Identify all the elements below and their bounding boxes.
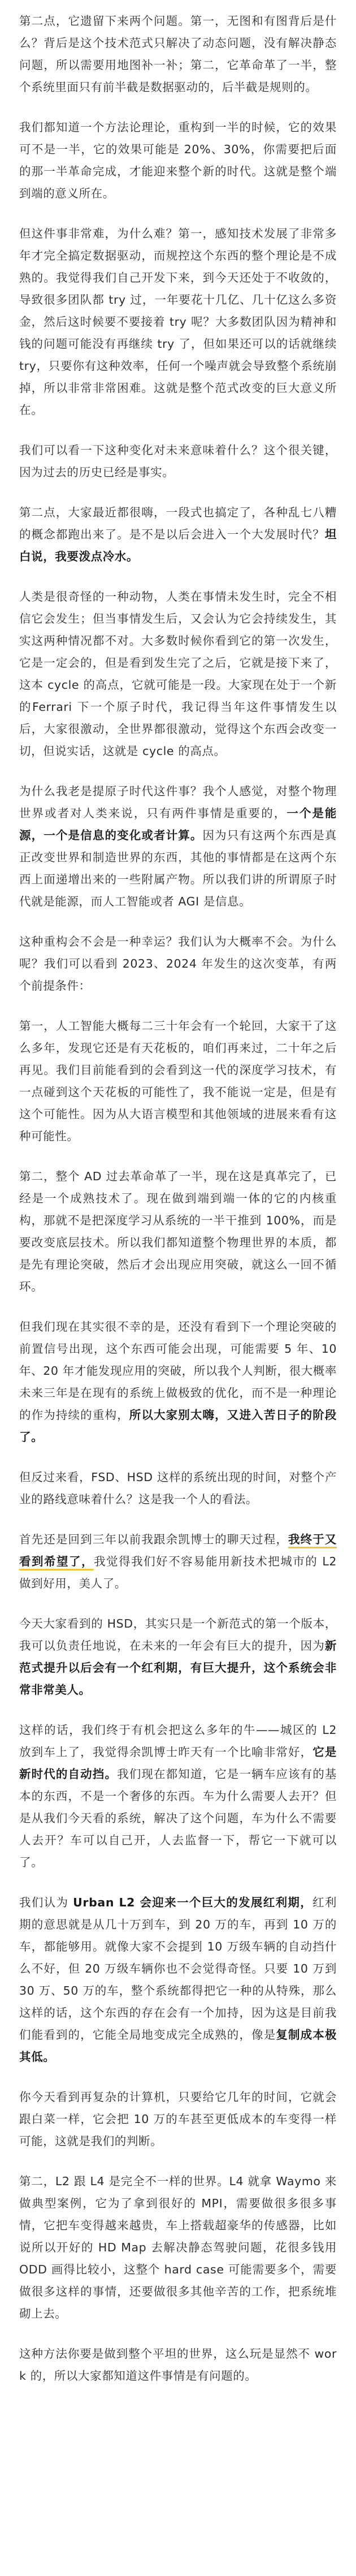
text-segment: 我们都知道一个方法论理论，重构到一半的时候，它的效果可不是一半，它的效果可能是 20%、30%，你需要把后面的那一半革命完成，才能迎来整个新的时代。这就是整个端到端的意义所在。 bbox=[19, 120, 337, 200]
paragraph-p18 bbox=[19, 2171, 337, 2325]
bold-text: 所以大家别太嗨，又进入苦日子的阶段了。 bbox=[19, 1408, 337, 1444]
paragraph-p5 bbox=[19, 502, 337, 568]
bold-text: 它是新时代的自动挡。 bbox=[19, 1745, 337, 1781]
bold-text: Urban L2 会迎来一个巨大的发展红利期， bbox=[73, 1896, 313, 1909]
text-segment: 首先还是回到三年以前我跟余凯博士的聊天过程， bbox=[19, 1533, 288, 1546]
paragraph-p19 bbox=[19, 2343, 337, 2387]
text-segment: 我们现在都知道，它是一辆车应该有的基本的东西，不是一个奢侈的东西。车为什么需要人去开？但是从我们今天看的系统，解决了这个问题，车为什么不需要人去开？车可以自己开，人去监督一下，帮它一下就可以了。 bbox=[19, 1767, 337, 1869]
paragraph-p12 bbox=[19, 1466, 337, 1511]
text-segment: 因为只有这两个东西是真正改变世界和制造世界的东西，其他的事情都是在这两个东西上面递增出来的一些附属产物。所以我们讲的所谓原子时代就是能源，而人工智能或者 AGI 是信息。 bbox=[19, 829, 337, 908]
text-segment: 但我们现在其实很不幸的是，还没有看到下一个理论突破的前置信号出现，这个东西可能会出现，可能需要 5 年、10 年、20 年才能发现应用的突破，所以我个人判断，很大概率未来三年是在现有的系统上做极致的优化，而不是一种理论的作为持续的重构， bbox=[19, 1320, 337, 1422]
paragraph-p1 bbox=[19, 10, 337, 98]
bold-text: 新范式提升以后会有一个红利期，有巨大提升，这个系统会非常非常美人。 bbox=[19, 1639, 337, 1697]
text-segment: 第二，L2 跟 L4 是完全不一样的世界。L4 就拿 Waymo 来做典型案例，它为了拿到很好的 MPI，需要做很多很多事情，它把车变得越来越贵，车上搭载超豪华的传感器，比如说所以开好的 HD Map 去解决静态驾驶问题，花很多钱用 ODD 画得比较小，这整个 hard case 可能需要多个，需要做很多这样的事情，还要做很多其他辛苦的工作，把系统堆砌上去。 bbox=[19, 2174, 337, 2320]
paragraph-p17 bbox=[19, 2086, 337, 2152]
text-segment: 第二点，它遗留下来两个问题。第一，无图和有图背后是什么？背后是这个技术范式只解决了动态问题，没有解决静态问题，所以需要用地图补一补；第二，它革命革了一半，整个系统里面只有前半截是数据驱动的，后半截是规则的。 bbox=[19, 14, 337, 94]
paragraph-p4 bbox=[19, 439, 337, 484]
text-segment: 我们认为 bbox=[19, 1896, 73, 1909]
text-segment: 这种重构会不会是一种幸运？我们认为大概率不会。为什么呢？我们可以看到 2023、2024 年发生的这次变革，有两个前提条件： bbox=[19, 935, 337, 993]
paragraph-p8 bbox=[19, 931, 337, 997]
text-segment: 这种方法你要是做到整个平坦的世界，这么玩是显然不 work 的，所以大家都知道这件事情是有问题的。 bbox=[19, 2347, 337, 2383]
paragraph-p14 bbox=[19, 1613, 337, 1701]
text-segment: 红利期的意思就是从几十万到车，到 20 万的车，再到 10 万的车，都能够用。就像大家不会提到 10 万级车辆的自动挡什么不好，但 20 万级车辆你也不会觉得奇怪。只要 10 万到 30 万、50 万的车，整个系统都得把它一种的从特殊，那么这样的话，这个东西的存在会有一个加持，因为这是目前我们能看到的，它能全局地变成完全成熟的，像是 bbox=[19, 1896, 337, 2042]
text-segment: 我觉得我们好不容易能用新技术把城市的 L2 做到好用，美人了。 bbox=[19, 1555, 337, 1590]
paragraph-p13 bbox=[19, 1529, 337, 1595]
paragraph-p2 bbox=[19, 116, 337, 205]
paragraph-p6 bbox=[19, 586, 337, 762]
text-segment: 但反过来看，FSD、HSD 这样的系统出现的时间，对整个产业的路线意味着什么？这是我一个人的看法。 bbox=[19, 1470, 337, 1506]
paragraph-p3 bbox=[19, 223, 337, 421]
paragraph-p16 bbox=[19, 1892, 337, 2068]
highlighted-text: 我终于又看到希望了， bbox=[19, 1533, 337, 1570]
text-segment: 人类是很奇怪的一种动物，人类在事情未发生时，完全不相信它会发生；但当事情发生后，又会认为它会持续发生，其实这两种情况都不对。大多数时候你看到它的第一次发生，它是一定会的，但是看到发生完了之后，它就是接下来了，这本 cycle 的高点，它就可能是一段。大家现在处于一个新的Ferrari 下一个原子时代，我记得当年这件事情发生以后，大家很激动，全世界都很激动，觉得这个东西会改变一切，但说实话，这就是 cycle 的高点。 bbox=[19, 590, 337, 758]
text-segment: 这样的话，我们终于有机会把这么多年的牛——城区的 L2 放到车上了，我觉得余凯博士昨天有一个比喻非常好， bbox=[19, 1723, 337, 1759]
paragraph-p7 bbox=[19, 780, 337, 913]
text-segment: 第一，人工智能大概每二三十年会有一个轮回，大家干了这么多年，发现它还是有天花板的，咱们再来过，二十年之后再见。我们目前能看到的会看到这一代的深度学习技术，有一点碰到这个天花板的可能性了，我不能说一定是，但是有这个可能性。因为从大语言模型和其他领域的进展来看有这种可能性。 bbox=[19, 1019, 337, 1143]
text-segment: 你今天看到再复杂的计算机，只要给它几年的时间，它就会跟白菜一样，它会把 10 万的车甚至更低成本的车变得一样可能，这就是我们的判断。 bbox=[19, 2090, 337, 2148]
text-segment: 第二点，大家最近都很嗨，一段式也搞定了，各种乱七八糟的概念都跑出来了。是不是以后会进入一个大发展时代？ bbox=[19, 506, 337, 541]
text-segment: 今天大家看到的 HSD，其实只是一个新范式的第一个版本，我可以负责任地说，在未来的一年会有巨大的提升，因为 bbox=[19, 1617, 337, 1652]
bold-text: 复制成本极其低。 bbox=[19, 2028, 337, 2064]
bold-text: 坦白说，我要泼点冷水。 bbox=[19, 528, 337, 563]
text-segment: 但这件事非常难，为什么难？第一，感知技术发展了非常多年才完全搞定数据驱动，而规控这个东西的整个理论是不成熟的。我觉得我们自己开发下来，到今天还处于不收敛的，导致很多团队都 try 过，一年要花十几亿、几十亿这么多资金，然后这时候要不要接着 try 呢？大多数团队因为精神和钱的问题可能没有再继续 try 了，但如果还可以的话就继续 try，只要你有这种效率，任何一个噪声就会导致整个系统崩掉，所以非常非常困难。这就是整个范式改变的巨大意义所在。 bbox=[19, 227, 337, 417]
paragraph-p11 bbox=[19, 1316, 337, 1448]
text-segment: 为什么我老是提原子时代这件事？我个人感觉，对整个物理世界或者对人类来说，只有两件事情是重要的， bbox=[19, 784, 337, 820]
paragraph-p9 bbox=[19, 1015, 337, 1147]
paragraph-p15 bbox=[19, 1719, 337, 1874]
text-segment: 我们可以看一下这种变化对未来意味着什么？这个很关键，因为过去的历史已经是事实。 bbox=[19, 443, 337, 479]
text-segment: 第二，整个 AD 过去革命革了一半，现在这是真革完了，已经是一个成熟技术了。现在做到端到端一体的它的内核重构，那就不是把深度学习从系统的一半干推到 100%，而是要改变底层技术。所以我们都知道整个物理世界的本质，都是先有理论突破，然后才会出现应用突破，就这么一回不循环。 bbox=[19, 1170, 337, 1293]
bold-text: 一个是能源，一个是信息的变化或者计算。 bbox=[19, 806, 337, 842]
paragraph-p10 bbox=[19, 1166, 337, 1298]
